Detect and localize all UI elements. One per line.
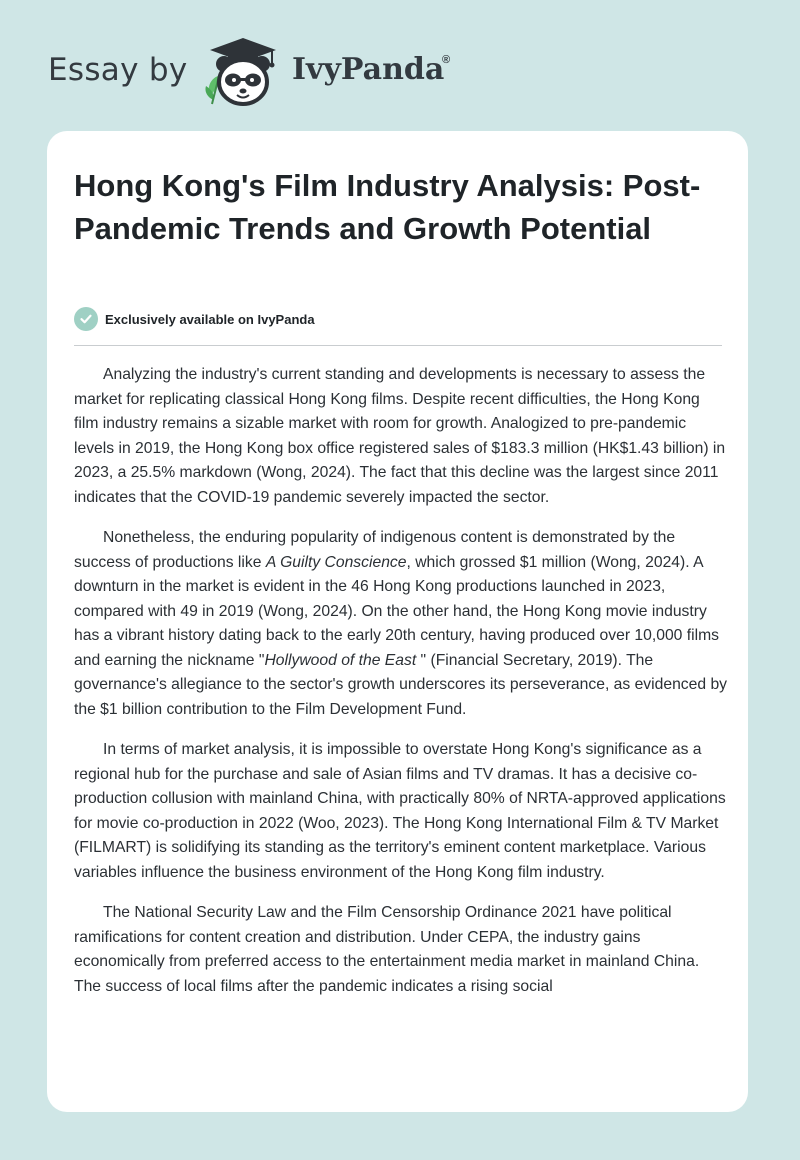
brand-name[interactable]: IvyPanda: [292, 52, 445, 87]
paragraph-3: In terms of market analysis, it is impossible to overstate Hong Kong's significance as a regional hub for the purchase and sale of Asian films and TV dramas. It has a decisive co-production collusion with mainland China, with practically 80% of NRTA-approved applications for movie co-production in 2022 (Woo, 2023). The Hong Kong International Film & TV Market (FILMART) is solidifying its standing as the territory's eminent content marketplace. Various variables influence the business environment of the Hong Kong film industry.: [74, 741, 726, 881]
nickname-italic: Hollywood of the East: [264, 651, 417, 669]
paragraph-4: The National Security Law and the Film Censorship Ordinance 2021 have political ramifications for content creation and distribution. Under CEPA, the industry gains economically from preferred access to the entertainment media market in mainland China. The success of local films after the pandemic indicates a rising social: [74, 904, 700, 995]
site-header: [48, 34, 548, 114]
page-title: Hong Kong's Film Industry Analysis: Post-Pandemic Trends and Growth Potential: [74, 168, 701, 246]
exclusive-badge: [74, 306, 315, 332]
registered-mark: ®: [442, 54, 451, 66]
paragraph-1: Analyzing the industry's current standing and developments is necessary to assess the market for replicating classical Hong Kong films. Despite recent difficulties, the Hong Kong film industry remains a sizable market with room for growth. Analogized to pre-pandemic levels in 2019, the Hong Kong box office registered sales of $183.3 million (HK$1.43 billion) in 2023, a 25.5% markdown (Wong, 2024). The fact that this decline was the largest since 2011 indicates that the COVID-19 pandemic severely impacted the sector.: [74, 366, 726, 506]
panda-logo-icon[interactable]: [198, 34, 284, 110]
essay-body: [74, 363, 728, 1015]
paragraph-2-text-c: " (Financial Secretary, 2019). The governance's allegiance to the sector's growth underscores its perseverance, as evidenced by the $1 billion contribution to the Film Development Fund.: [74, 651, 728, 718]
paragraph-2: [74, 526, 728, 722]
film-title-italic: A Guilty Conscience: [265, 553, 407, 571]
exclusive-label: Exclusively available on IvyPanda: [105, 311, 315, 327]
essay-by-label: Essay by: [48, 52, 188, 88]
essay-card: [47, 131, 748, 1112]
check-circle-icon: [74, 307, 98, 331]
divider: [74, 345, 722, 346]
paragraph-2-text-b: , which grossed $1 million (Wong, 2024). A downturn in the market is evident in the 46 Hong Kong productions launched in 2023, compared with 49 in 2019 (Wong, 2024). On the other hand, the Hong Kong movie industry has a vibrant history dating back to the early 20th century, having produced over 10,000 films and earning the nickname ": [74, 553, 720, 669]
paragraph-2-text-a: Nonetheless, the enduring popularity of indigenous content is demonstrated by the success of productions like: [74, 529, 676, 571]
